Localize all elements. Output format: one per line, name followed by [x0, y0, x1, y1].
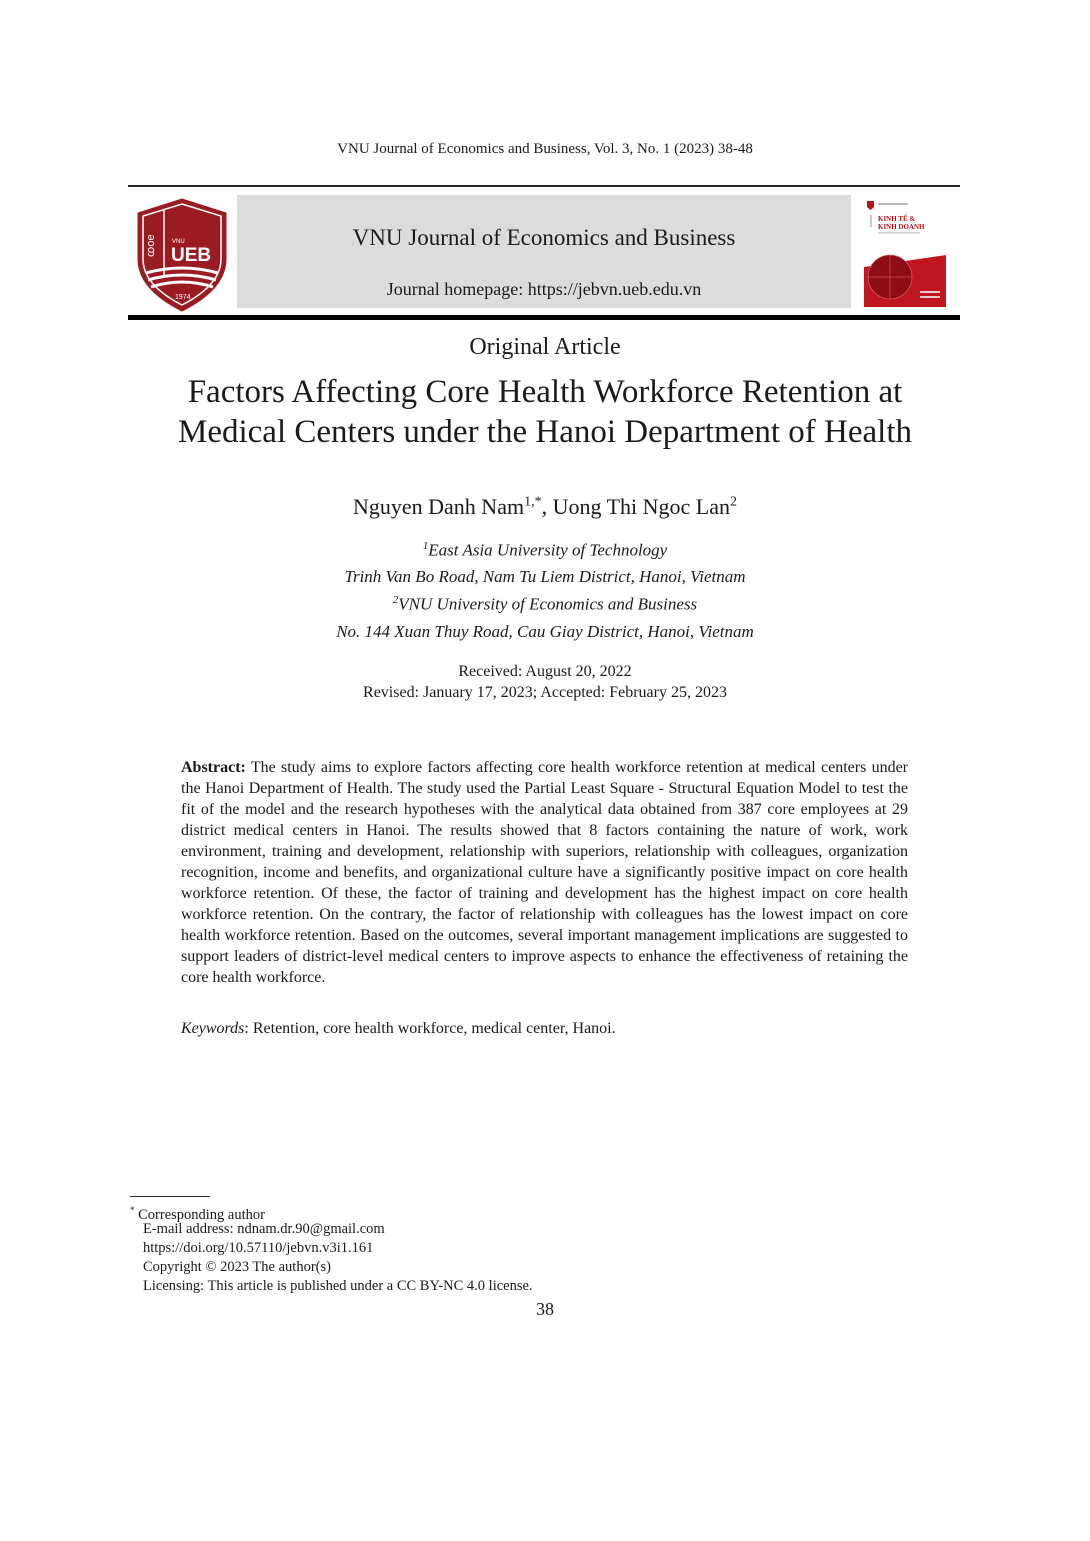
- article-title: [0, 372, 1090, 452]
- svg-text:KINH DOANH: KINH DOANH: [878, 223, 925, 231]
- keywords: [181, 1020, 908, 1038]
- footnote-corresponding: * Corresponding author: [130, 1205, 265, 1223]
- abstract-label: Abstract:: [181, 759, 246, 776]
- footnote-copyright: Copyright © 2023 The author(s): [143, 1259, 331, 1275]
- svg-text:KINH TẾ &: KINH TẾ &: [878, 215, 916, 223]
- svg-text:1974: 1974: [175, 294, 191, 301]
- affiliation-2-address: No. 144 Xuan Thuy Road, Cau Giay District, Hanoi, Vietnam: [336, 622, 754, 641]
- footnote-email[interactable]: E-mail address: ndnam.dr.90@gmail.com: [143, 1221, 385, 1237]
- footnote-rule: [130, 1196, 210, 1197]
- journal-cover-thumbnail: [864, 197, 946, 307]
- footnote-licensing: Licensing: This article is published under a CC BY-NC 4.0 license.: [143, 1278, 533, 1294]
- abstract: [181, 757, 908, 988]
- ueb-shield-icon: [134, 197, 230, 313]
- svg-text:UEB: UEB: [171, 245, 212, 266]
- journal-homepage: Journal homepage: https://jebvn.ueb.edu.vn: [386, 279, 702, 299]
- page-number: 38: [536, 1299, 554, 1319]
- author-superscript: 1,*: [524, 494, 542, 510]
- affiliation-1-name: $^1$East Asia University of Technology: [422, 540, 668, 560]
- ueb-logo: [134, 197, 230, 313]
- abstract-text: The study aims to explore factors affecting core health workforce retention at medical centers under the Hanoi Department of Health. The study used the Partial Least Square - Structural Equation Model to test the fit of the model and the research hypotheses with the analytical data obtained from 387 core employees at 29 district medical centers in Hanoi. The results showed that 8 factors containing the nature of work, work environment, training and development, relationship with superiors, relationship with colleagues, organization recognition, income and benefits, and organizational culture have a significantly positive impact on core health workforce retention. Of these, the factor of training and development has the highest impact on core health workforce retention. On the contrary, the factor of relationship with colleagues has the lowest impact on core health workforce retention. Based on the outcomes, several important management implications are suggested to support leaders of district-level medical centers to improve aspects to enhance the effectiveness of retaining the core health workforce.: [181, 759, 909, 986]
- received-date: Received: August 20, 2022: [458, 663, 632, 680]
- revised-accepted-dates: Revised: January 17, 2023; Accepted: February 25, 2023: [363, 684, 727, 701]
- keywords-text: : Retention, core health workforce, medical center, Hanoi.: [244, 1020, 616, 1037]
- title-line-2: Medical Centers under the Hanoi Department of Health: [178, 414, 912, 450]
- journal-title: VNU Journal of Economics and Business: [352, 225, 736, 250]
- header-rule: [128, 185, 960, 187]
- journal-cover-icon: [864, 197, 946, 307]
- author-list: [0, 494, 1090, 520]
- affiliation-1-address: Trinh Van Bo Road, Nam Tu Liem District, Hanoi, Vietnam: [344, 567, 746, 586]
- author-name: Nguyen Danh Nam: [353, 494, 525, 519]
- keywords-label: Keywords: [181, 1020, 245, 1037]
- affiliation-2-name: $^2$VNU University of Economics and Business: [392, 594, 698, 614]
- author-name: Uong Thi Ngoc Lan: [552, 494, 730, 519]
- logo-emblem-text: ꭃoe: [145, 234, 157, 257]
- author-superscript: 2: [729, 494, 737, 510]
- footnote-doi-link[interactable]: https://doi.org/10.57110/jebvn.v3i1.161: [143, 1240, 374, 1256]
- svg-text:VNU: VNU: [172, 239, 185, 245]
- article-type: Original Article: [469, 334, 621, 360]
- running-head: VNU Journal of Economics and Business, Vol. 3, No. 1 (2023) 38-48: [337, 141, 753, 157]
- author-separator: ,: [541, 494, 553, 519]
- title-line-1: Factors Affecting Core Health Workforce Retention at: [187, 374, 903, 410]
- header-thick-rule: [128, 315, 960, 320]
